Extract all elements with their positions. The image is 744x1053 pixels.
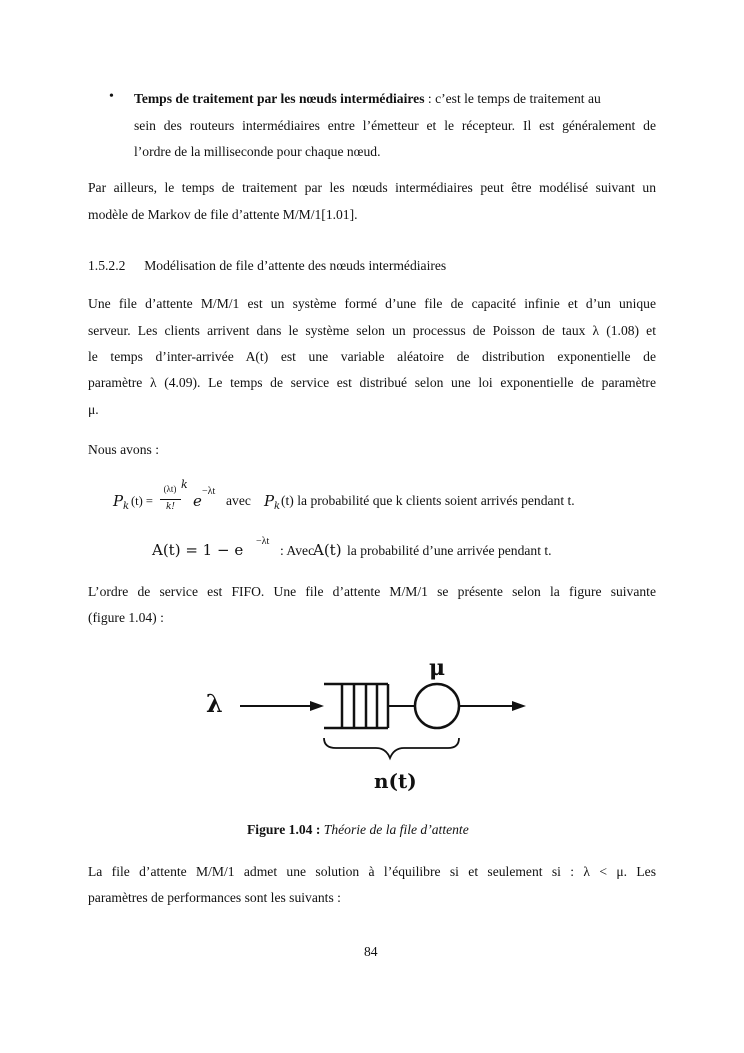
para2-line-3: le temps d’inter-arrivée A(t) est une variable aléatoire de distribution exponentielle de — [88, 349, 656, 364]
eq1-t-arg: (t) = — [131, 494, 153, 508]
nous-avons: Nous avons : — [88, 442, 159, 457]
para4-line-1: La file d’attente M/M/1 admet une solution à l’équilibre si et seulement si : λ < μ. Les — [88, 864, 656, 879]
eq2-exp-power: −λt — [256, 536, 270, 547]
para2-line-2: serveur. Les clients arrivent dans le système selon un processus de Poisson de taux λ (1.08) et — [88, 323, 656, 338]
section-number: 1.5.2.2 — [88, 258, 126, 273]
figure-caption — [247, 822, 469, 838]
para1-line-2: modèle de Markov de file d’attente M/M/1[1.01]. — [88, 207, 358, 222]
para2-line-4: paramètre λ (4.09). Le temps de service est distribué selon une loi exponentielle de paramètre — [88, 375, 656, 390]
bullet-bold-term: Temps de traitement par les nœuds intermédiaires — [134, 91, 425, 106]
page-number: 84 — [364, 944, 378, 959]
arrival-arrowhead — [310, 701, 324, 711]
n-t-label: n(t) — [374, 769, 417, 793]
para3-line-1: L’ordre de service est FIFO. Une file d’attente M/M/1 se présente selon la figure suivante — [88, 584, 656, 599]
para2-line-1: Une file d’attente M/M/1 est un système formé d’une file de capacité infinie et d’un unique — [88, 296, 656, 311]
bullet-line-2: sein des routeurs intermédiaires entre l’émetteur et le récepteur. Il est généralement de — [134, 118, 656, 133]
eq1-k-sub-2: k — [274, 501, 281, 512]
caption-label: Figure 1.04 : — [247, 822, 321, 837]
eq1-denominator: k! — [165, 502, 176, 512]
queue-figure — [196, 648, 556, 798]
eq2-avec-label: : Avec — [280, 543, 315, 558]
eq2-lhs: A(t) = 1 − e — [152, 541, 244, 559]
departure-arrowhead — [512, 701, 526, 711]
eq1-fraction-bar — [160, 499, 181, 500]
eq1-exp-base: e — [193, 492, 202, 510]
bullet-line-3: l’ordre de la milliseconde pour chaque nœud. — [134, 144, 381, 159]
para2-line-5: μ. — [88, 402, 99, 417]
eq1-numerator: (λt) — [163, 484, 177, 494]
para1-line-1: Par ailleurs, le temps de traitement par les nœuds intermédiaires peut être modélisé suivant un — [88, 180, 656, 195]
system-brace — [324, 738, 459, 758]
eq1-exp-power: −λt — [202, 486, 216, 497]
section-heading — [88, 258, 446, 274]
eq1-description: (t) la probabilité que k clients soient arrivés pendant t. — [281, 493, 575, 508]
eq1-num-exp: k — [181, 478, 188, 491]
bullet-marker: • — [109, 89, 114, 104]
para3-line-2: (figure 1.04) : — [88, 610, 164, 625]
lambda-label: λ — [206, 689, 223, 718]
server-circle — [415, 684, 459, 728]
eq1-P2: P — [264, 492, 275, 510]
section-title: Modélisation de file d’attente des nœuds intermédiaires — [144, 258, 447, 273]
queue-buffer — [324, 684, 388, 728]
eq1-P: P — [113, 492, 124, 510]
bullet-line-1-rest: : c’est le temps de traitement au — [424, 91, 601, 106]
eq1-k-sub: k — [123, 501, 130, 512]
eq2-avec-var: A(t) — [313, 541, 342, 559]
queue-diagram — [196, 648, 556, 798]
eq1-avec: avec — [226, 493, 251, 508]
bullet-line-1 — [134, 91, 601, 107]
eq2-description: la probabilité d’une arrivée pendant t. — [347, 543, 552, 558]
caption-title: Théorie de la file d’attente — [323, 822, 469, 837]
mu-label: μ — [429, 655, 446, 681]
para4-line-2: paramètres de performances sont les suivants : — [88, 890, 341, 905]
